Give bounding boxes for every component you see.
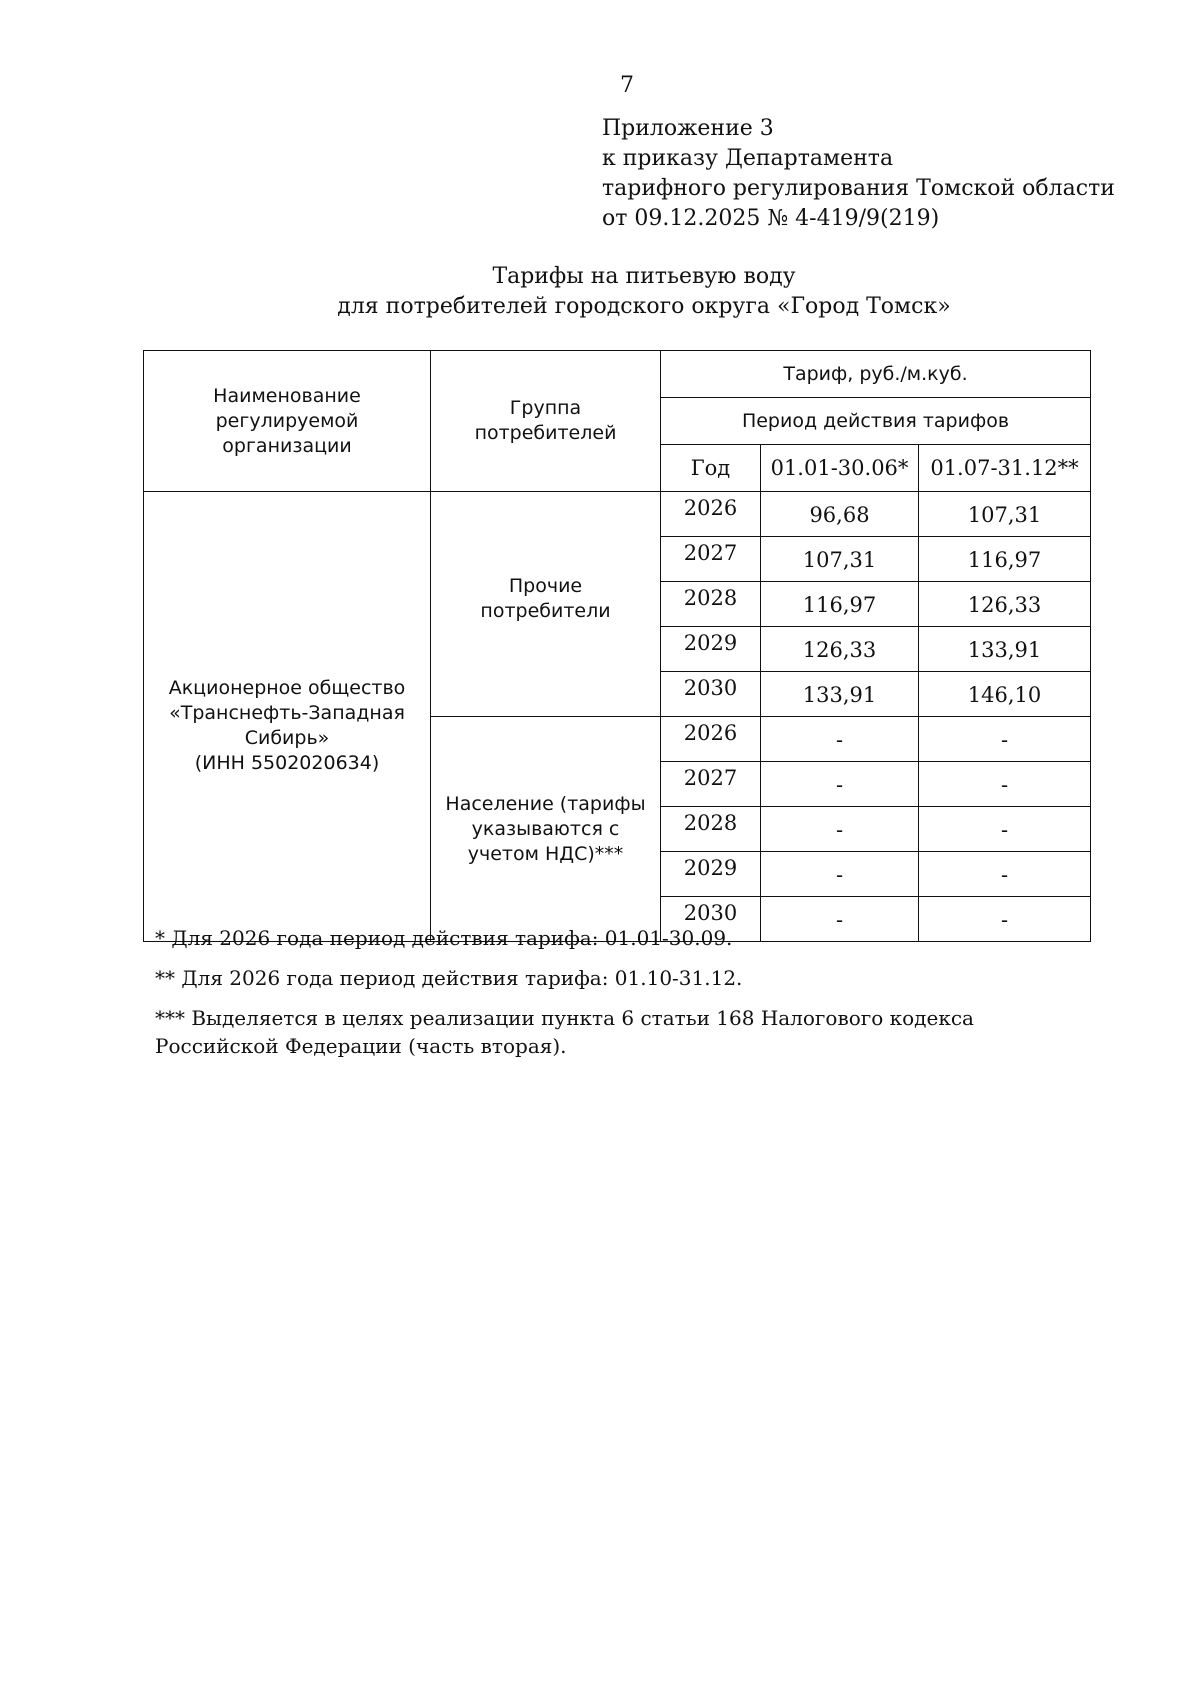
- tariff-value-period-2: -: [919, 807, 1091, 852]
- title-line-1: Тарифы на питьевую воду: [492, 264, 796, 289]
- header-period: Период действия тарифов: [661, 398, 1091, 445]
- consumer-group-population: Население (тарифы указываются с учетом НДС)***: [431, 717, 661, 942]
- year-cell: 2029: [661, 627, 761, 672]
- header-year: Год: [661, 445, 761, 492]
- year-cell: 2027: [661, 762, 761, 807]
- year-cell: 2030: [661, 672, 761, 717]
- appendix-line: тарифного регулирования Томской области: [602, 176, 1115, 201]
- year-cell: 2026: [661, 492, 761, 537]
- tariff-value-period-1: 107,31: [761, 537, 919, 582]
- footnote: *** Выделяется в целях реализации пункта 6 статьи 168 Налогового кодекса Российской Федерации (часть вторая).: [155, 1006, 974, 1058]
- tariff-value-period-2: -: [919, 717, 1091, 762]
- tariff-value-period-2: 116,97: [919, 537, 1091, 582]
- organization-name-line-2: «Транснефть-Западная Сибирь»: [169, 701, 405, 749]
- appendix-header: [602, 114, 1115, 234]
- header-period-2: 01.07-31.12**: [919, 445, 1091, 492]
- organization-inn: (ИНН 5502020634): [194, 751, 380, 774]
- tariff-value-period-1: 133,91: [761, 672, 919, 717]
- tariff-table: [143, 350, 1091, 942]
- appendix-line: от 09.12.2025 № 4-419/9(219): [602, 206, 940, 231]
- appendix-line: Приложение 3: [602, 116, 774, 141]
- year-cell: 2029: [661, 852, 761, 897]
- tariff-value-period-1: -: [761, 852, 919, 897]
- document-title: [144, 262, 1144, 322]
- tariff-value-period-1: -: [761, 807, 919, 852]
- tariff-value-period-2: 133,91: [919, 627, 1091, 672]
- tariff-value-period-2: 107,31: [919, 492, 1091, 537]
- tariff-value-period-1: -: [761, 762, 919, 807]
- organization-name-line-1: Акционерное общество: [168, 676, 406, 699]
- tariff-value-period-2: -: [919, 897, 1091, 942]
- tariff-value-period-2: -: [919, 852, 1091, 897]
- tariff-value-period-2: -: [919, 762, 1091, 807]
- tariff-value-period-1: -: [761, 717, 919, 762]
- organization-cell: [144, 492, 431, 942]
- header-organization: Наименование регулируемой организации: [144, 351, 431, 492]
- consumer-group-other: Прочие потребители: [431, 492, 661, 717]
- tariff-value-period-2: 126,33: [919, 582, 1091, 627]
- tariff-value-period-1: 96,68: [761, 492, 919, 537]
- footnote: ** Для 2026 года период действия тарифа: 01.10-31.12.: [155, 966, 743, 990]
- footnotes: [155, 924, 1085, 1072]
- year-cell: 2027: [661, 537, 761, 582]
- tariff-value-period-2: 146,10: [919, 672, 1091, 717]
- year-cell: 2028: [661, 582, 761, 627]
- header-consumer-group: Группа потребителей: [431, 351, 661, 492]
- year-cell: 2028: [661, 807, 761, 852]
- header-period-1: 01.01-30.06*: [761, 445, 919, 492]
- tariff-value-period-1: -: [761, 897, 919, 942]
- appendix-line: к приказу Департамента: [602, 146, 894, 171]
- page-number: 7: [620, 73, 634, 98]
- tariff-value-period-1: 126,33: [761, 627, 919, 672]
- year-cell: 2026: [661, 717, 761, 762]
- header-tariff: Тариф, руб./м.куб.: [661, 351, 1091, 398]
- footnote: * Для 2026 года период действия тарифа: 01.01-30.09.: [155, 926, 733, 950]
- year-cell: 2030: [661, 897, 761, 942]
- title-line-2: для потребителей городского округа «Город Томск»: [337, 294, 951, 319]
- tariff-value-period-1: 116,97: [761, 582, 919, 627]
